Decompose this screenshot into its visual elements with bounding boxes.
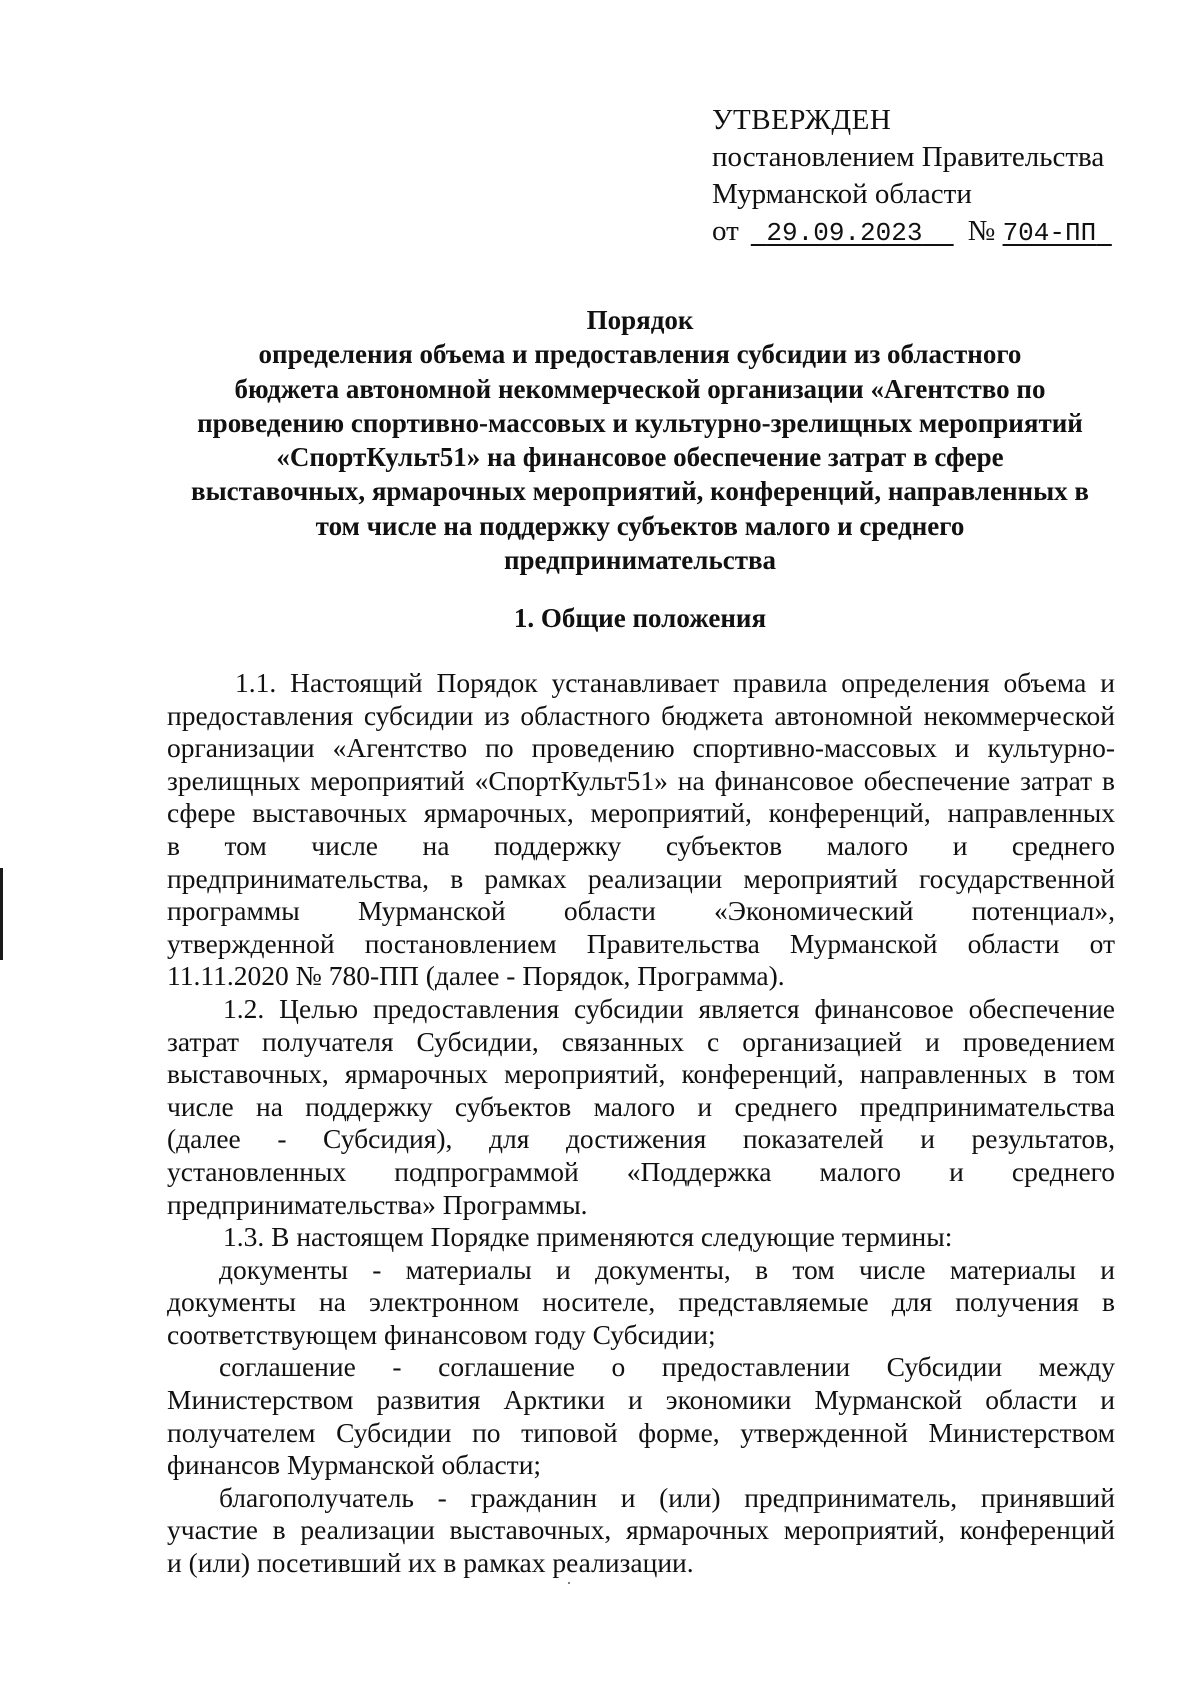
- text-line: благополучатель - гражданин и (или) предприниматель, принявший: [219, 1481, 1115, 1513]
- title-line: «СпортКульт51» на финансовое обеспечение затрат в сфере: [276, 442, 1004, 473]
- text-line: документы на электронном носителе, представляемые для получения в: [167, 1286, 1115, 1318]
- text-line: зрелищных мероприятий «СпортКульт51» на финансовое обеспечение затрат в: [167, 764, 1115, 796]
- text-line: получателем Субсидии по типовой форме, утвержденной Министерством: [167, 1416, 1115, 1448]
- title-line: определения объема и предоставления субсидии из областного: [258, 339, 1022, 370]
- text-line: соответствующем финансовом году Субсидии;: [167, 1318, 716, 1350]
- paragraph-1-2: [167, 993, 1115, 1221]
- text-line: предпринимательства» Программы.: [167, 1188, 588, 1220]
- term-beneficiary: [167, 1482, 1115, 1580]
- approval-line-2: постановлением Правительства: [712, 141, 1105, 173]
- term-agreement: [167, 1351, 1115, 1481]
- approval-date: 29.09.2023: [766, 218, 923, 248]
- text-line: предпринимательства, в рамках реализации мероприятий государственной: [167, 862, 1115, 894]
- title-line: Порядок: [586, 305, 694, 335]
- text-line: 1.3. В настоящем Порядке применяются следующие термины:: [223, 1221, 953, 1253]
- approval-date-line: [712, 213, 1112, 252]
- text-line: организации «Агентство по проведению спортивно-массовых и культурно-: [167, 732, 1115, 764]
- text-line: документы - материалы и документы, в том числе материалы и: [219, 1253, 1115, 1285]
- date-prefix: от: [712, 215, 739, 247]
- number-sign: №: [967, 215, 996, 247]
- scan-edge-mark: [0, 868, 3, 960]
- text-line: программы Мурманской области «Экономический потенциал»,: [167, 895, 1115, 927]
- text-line: числе на поддержку субъектов малого и среднего предпринимательства: [167, 1090, 1115, 1122]
- title-line: бюджета автономной некоммерческой организации «Агентство по: [234, 373, 1046, 404]
- text-line: затрат получателя Субсидии, связанных с организацией и проведением: [167, 1025, 1115, 1057]
- approval-line-3: Мурманской области: [712, 178, 972, 210]
- approval-title: УТВЕРЖДЕН: [712, 104, 892, 136]
- text-line: выставочных, ярмарочных мероприятий, конференций, направленных в том: [167, 1058, 1115, 1090]
- title-line: проведению спортивно-массовых и культурно-зрелищных мероприятий: [197, 407, 1083, 438]
- title-line: предпринимательства: [503, 545, 777, 576]
- text-line: и (или) посетивший их в рамках реализации.: [167, 1547, 694, 1579]
- text-line: 11.11.2020 № 780-ПП (далее - Порядок, Программа).: [167, 960, 785, 992]
- text-line: 1.1. Настоящий Порядок устанавливает правила определения объема и: [235, 667, 1115, 698]
- title-line: выставочных, ярмарочных мероприятий, конференций, направленных в: [191, 476, 1089, 507]
- text-line: утвержденной постановлением Правительства Мурманской области от: [167, 927, 1115, 959]
- text-line: установленных подпрограммой «Поддержка малого и среднего: [167, 1155, 1115, 1187]
- text-line: сфере выставочных ярмарочных, мероприятий, конференций, направленных: [167, 797, 1115, 829]
- scan-speck: [568, 1582, 570, 1584]
- title-line: том числе на поддержку субъектов малого и среднего: [315, 510, 965, 541]
- text-line: финансов Мурманской области;: [167, 1449, 542, 1481]
- text-line: 1.2. Целью предоставления субсидии является финансовое обеспечение: [223, 992, 1115, 1024]
- document-title: [160, 303, 1120, 577]
- section-heading: 1. Общие положения: [513, 603, 767, 633]
- approval-block: [712, 102, 1112, 252]
- paragraph-1-3: [167, 1221, 1115, 1254]
- text-line: участие в реализации выставочных, ярмарочных мероприятий, конференций: [167, 1514, 1115, 1546]
- text-line: предоставления субсидии из областного бюджета автономной некоммерческой: [167, 699, 1115, 731]
- document-body: [167, 667, 1115, 1580]
- text-line: Министерством развития Арктики и экономики Мурманской области и: [167, 1384, 1115, 1416]
- paragraph-1-1: [167, 667, 1115, 993]
- approval-number: 704-ПП: [1002, 218, 1097, 248]
- text-line: соглашение - соглашение о предоставлении Субсидии между: [219, 1351, 1115, 1383]
- text-line: в том числе на поддержку субъектов малого и среднего: [167, 829, 1115, 861]
- text-line: (далее - Субсидия), для достижения показателей и результатов,: [167, 1123, 1115, 1155]
- term-documents: [167, 1254, 1115, 1352]
